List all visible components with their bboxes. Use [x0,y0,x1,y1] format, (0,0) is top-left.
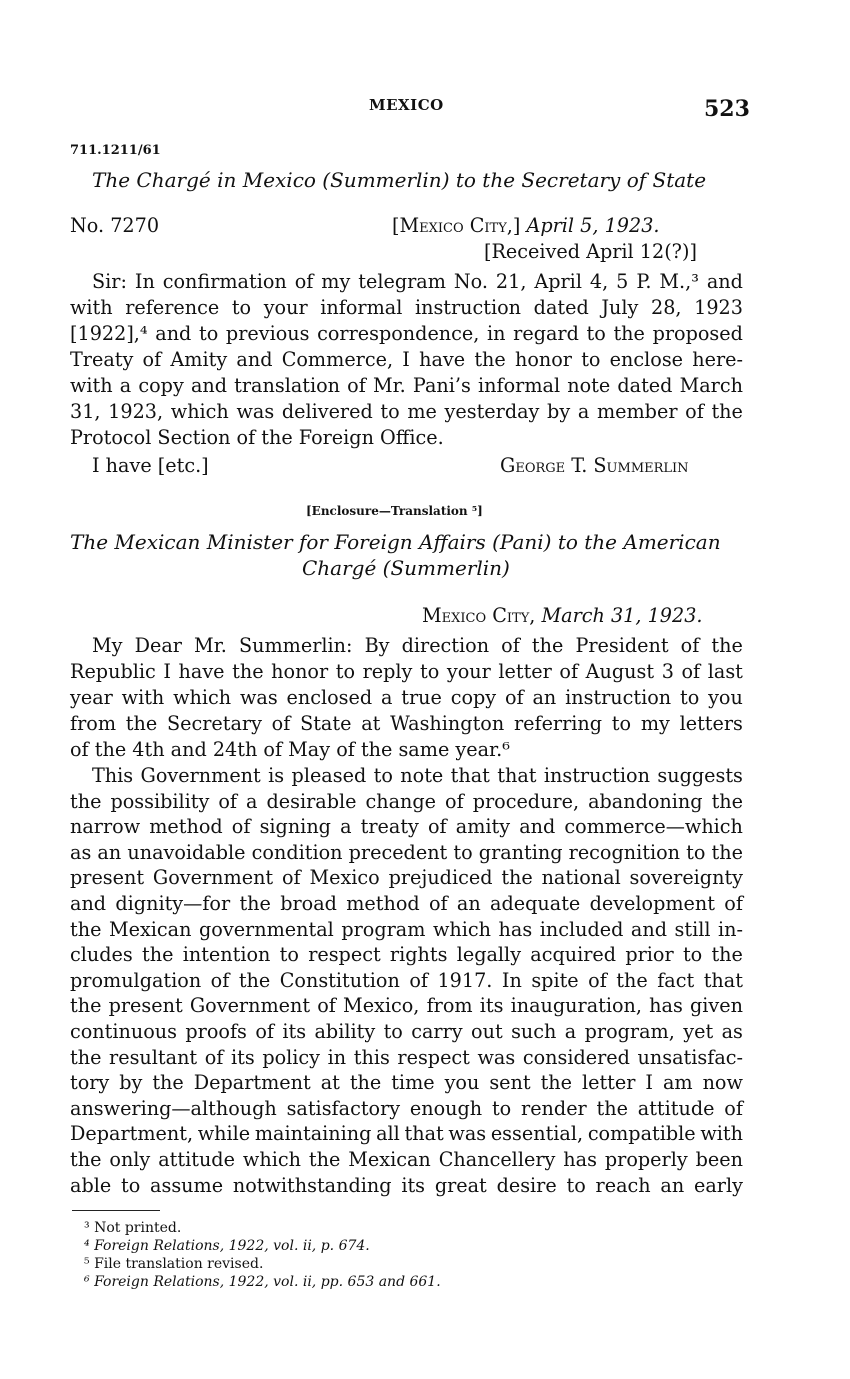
text-line: continuous proofs of its ability to carry out such a program, yet as [70,1020,743,1043]
text-line: with reference to your informal instruction dated July 28, 1923 [70,296,743,319]
text-line: with a copy and translation of Mr. Pani’s informal note dated March [70,374,743,397]
enclosure-dateline [422,604,703,627]
letter-date: April 5, 1923. [526,214,660,237]
text-line: from the Secretary of State at Washington referring to my letters [70,712,743,735]
text-line: [1922],⁴ and to previous correspondence, in regard to the proposed [70,322,743,345]
enclosure-heading-line1: The Mexican Minister for Foreign Affairs (Pani) to the American [70,530,721,554]
text-line: the resultant of its policy in this respect was considered unsatisfac- [70,1045,743,1069]
enclosure-label: [Enclosure—Translation ⁵] [306,504,483,518]
text-line: Treaty of Amity and Commerce, I have the honor to enclose here- [70,348,743,371]
running-head: MEXICO [369,96,444,114]
text-line: answering—although satisfactory enough to render the attitude of [70,1096,743,1120]
letter-signature: George T. Summerlin [500,454,689,477]
page-number: 523 [704,96,750,122]
text-line: cludes the intention to respect rights legally acquired prior to the [70,943,743,967]
text-line: Protocol Section of the Foreign Office. [70,426,444,449]
text-line: year with which was enclosed a true copy of an instruction to you [70,686,743,709]
text-line: present Government of Mexico prejudiced the national sovereignty [70,866,743,890]
text-line: Republic I have the honor to reply to your letter of August 3 of last [70,660,743,683]
text-line: My Dear Mr. Summerlin: By direction of the President of the [92,634,743,657]
text-line: as an unavoidable condition precedent to granting recognition to the [70,840,743,864]
text-line: tory by the Department at the time you sent the letter I am now [70,1071,743,1095]
letter-heading: The Chargé in Mexico (Summerlin) to the Secretary of State [92,168,707,192]
letter-received: [Received April 12(?)] [484,240,697,263]
text-line: narrow method of signing a treaty of amity and commerce—which [70,815,743,839]
text-line: the possibility of a desirable change of procedure, abandoning the [70,789,743,813]
enclosure-place: Mexico City, [422,604,536,627]
text-line: able to assume notwithstanding its great desire to reach an early [70,1173,743,1197]
text-line: 31, 1923, which was delivered to me yesterday by a member of the [70,400,743,423]
text-line: the only attitude which the Mexican Chancellery has properly been [70,1148,743,1171]
letter-number: No. 7270 [70,214,160,237]
footnote-rule [72,1210,160,1211]
footnote: ³ Not printed. [84,1220,182,1236]
footnote: ⁴ Foreign Relations, 1922, vol. ii, p. 674. [84,1238,370,1254]
enclosure-heading-line2: Chargé (Summerlin) [302,556,510,580]
footnote: ⁵ File translation revised. [84,1256,264,1272]
letter-dateline [392,214,660,237]
text-line: the present Government of Mexico, from its inauguration, has given [70,994,743,1018]
file-number: 711.1211/61 [70,143,161,158]
text-line: of the 4th and 24th of May of the same year.⁶ [70,738,510,761]
text-line: Sir: In confirmation of my telegram No. 21, April 4, 5 P. M.,³ and [92,270,743,293]
footnote: ⁶ Foreign Relations, 1922, vol. ii, pp. 653 and 661. [84,1274,441,1290]
letter-place: [Mexico City,] [392,214,521,237]
text-line: and dignity—for the broad method of an adequate development of [70,892,743,915]
text-line: This Government is pleased to note that that instruction suggests [92,764,743,787]
enclosure-date: March 31, 1923. [541,604,703,627]
text-line: the Mexican governmental program which has included and still in- [70,917,743,941]
text-line: Department, while maintaining all that was essential, compatible with [70,1122,743,1146]
letter-closing: I have [etc.] [92,454,209,477]
text-line: promulgation of the Constitution of 1917. In spite of the fact that [70,968,743,992]
